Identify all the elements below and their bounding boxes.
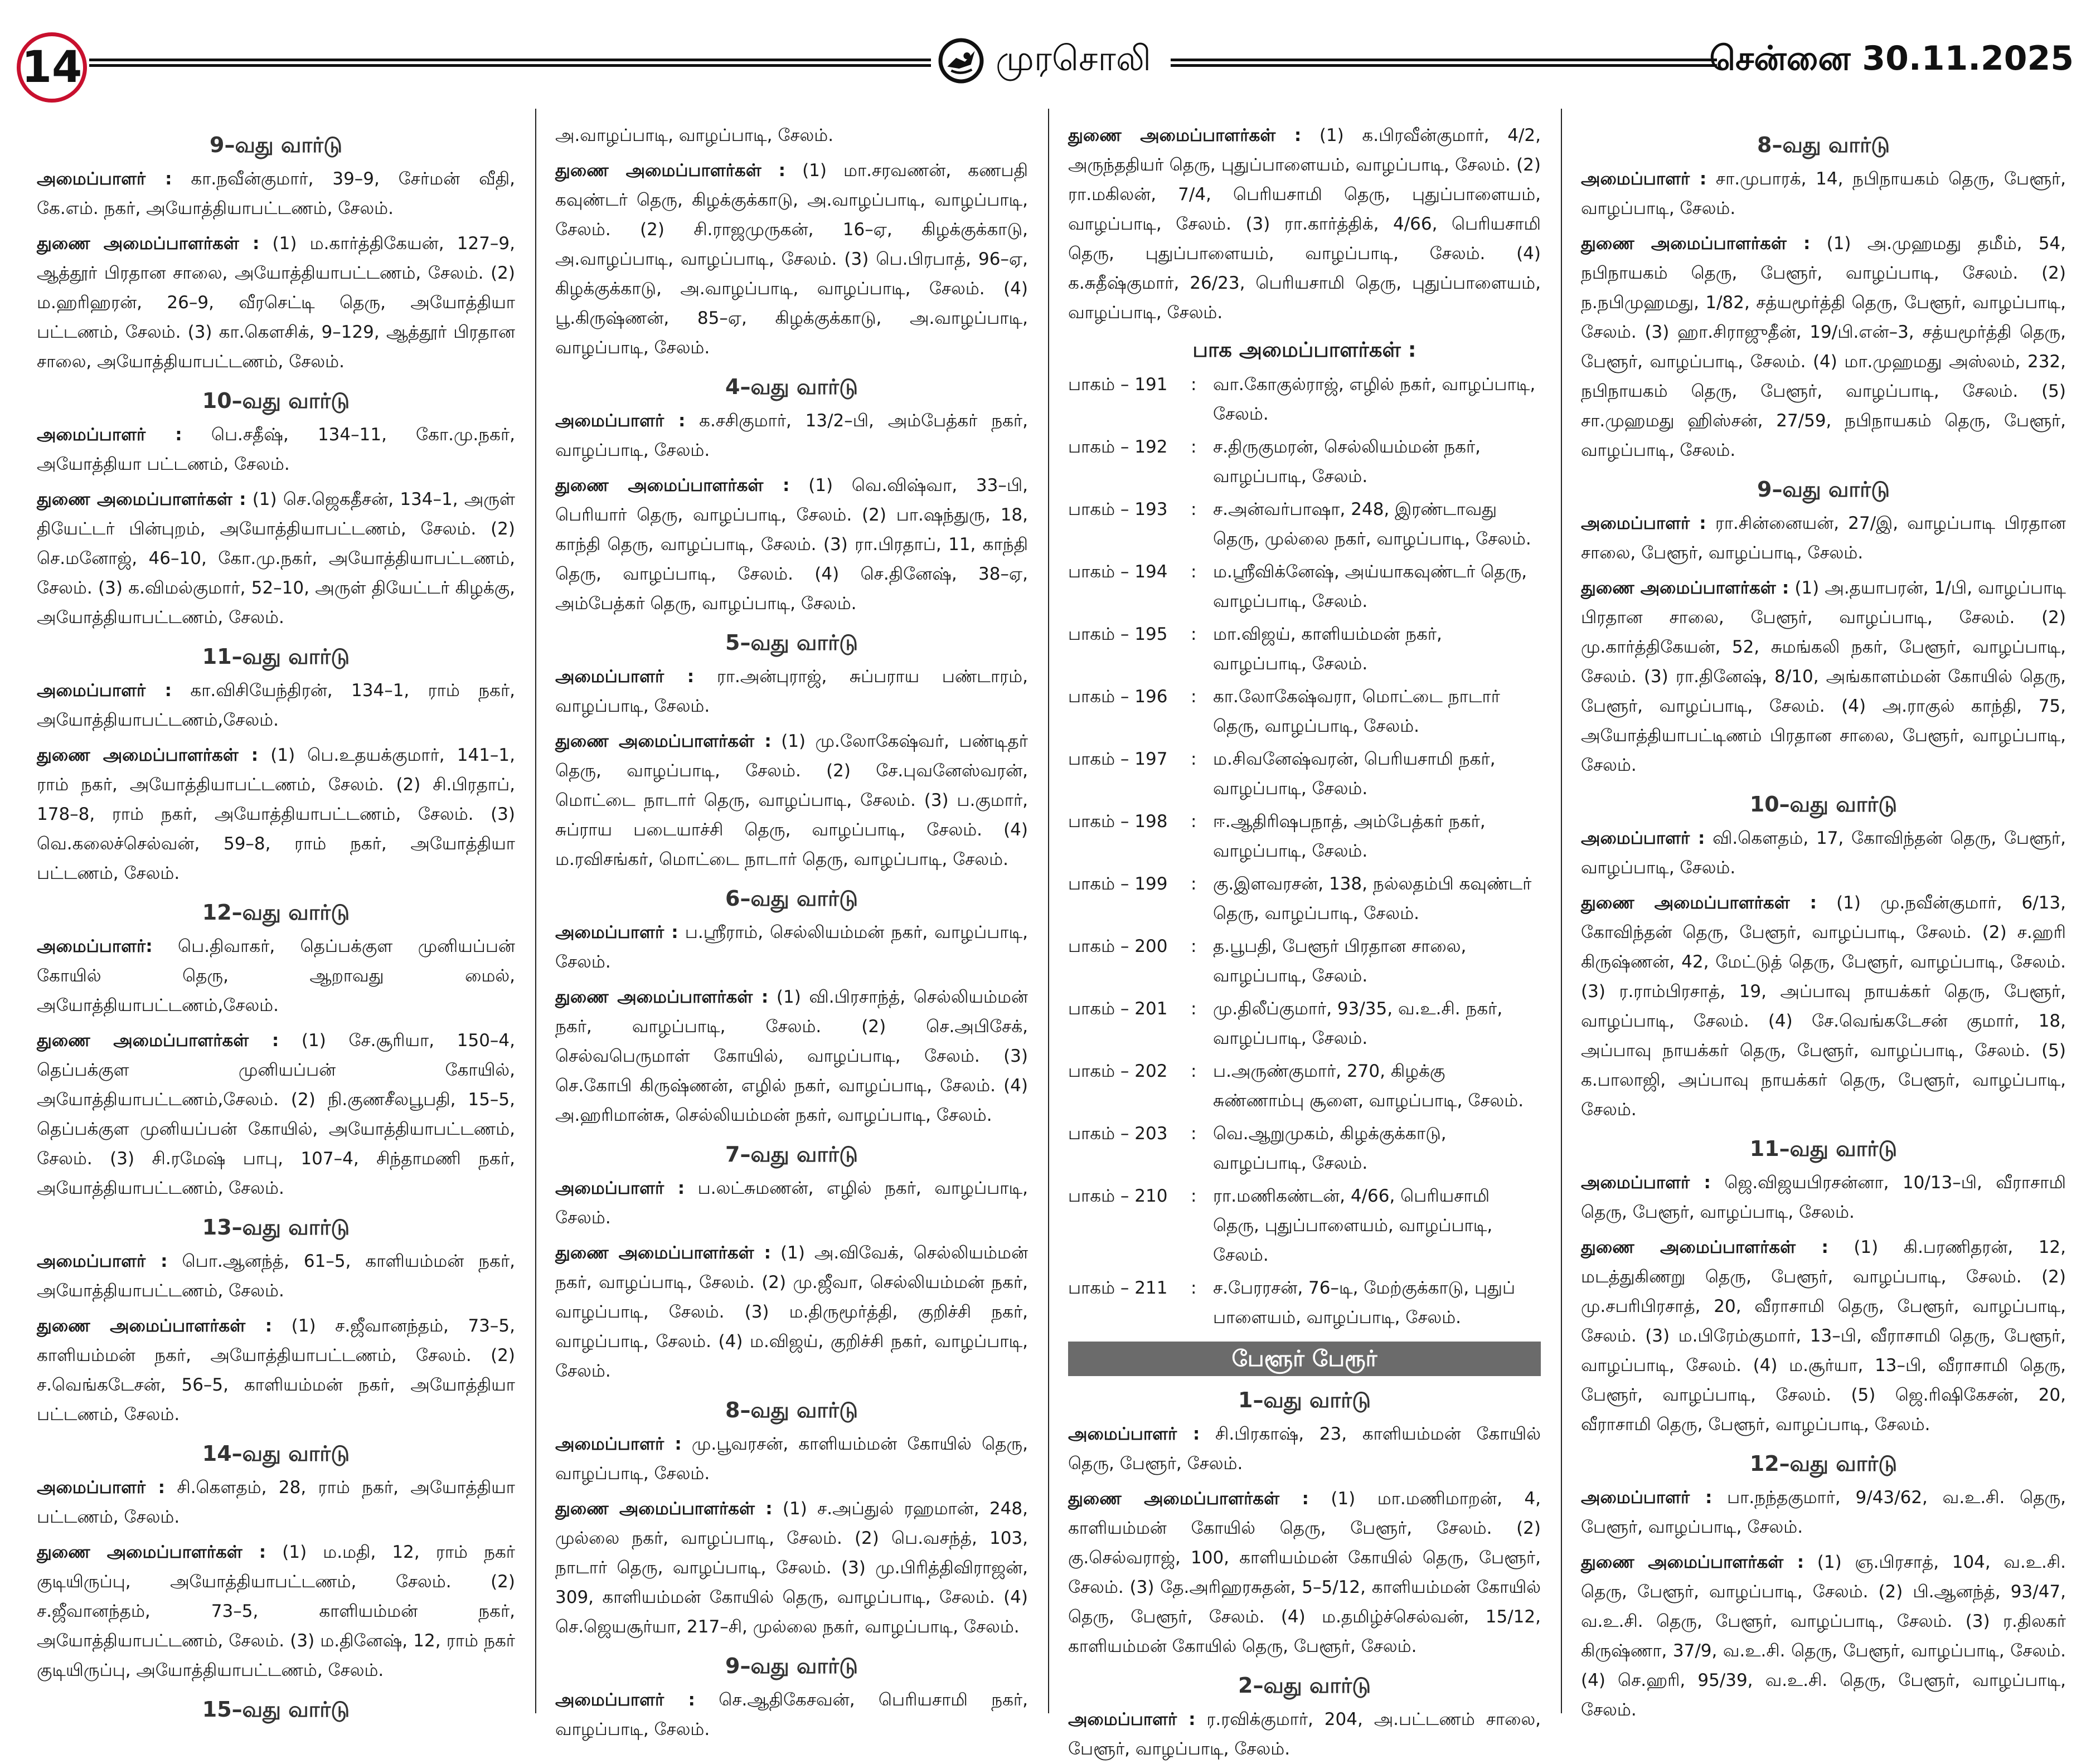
member-details: (1) அ.முஹமது தமீம், 54, நபிநாயகம் தெரு, பேளூர், வாழப்பாடி, சேலம். (2) ந.நபிமுஹமது, 1/82, சத்யமூர்த்தி தெரு, பேளூர், வாழப்பாடி, சேலம். (3) ஹா.சிராஜுதீன், 19/பி.என்–3, சத்யமூர்த்தி தெரு, பேளூர், வாழப்பாடி, சேலம். (4) மா.முஹமது அஸ்லம், 232, நபிநாயகம் தெரு, பேளூர், வாழப்பாடி, சேலம். (5) சா.முஹமது ஹிஸ்சன், 27/59, நபிநாயகம் தெரு, பேளூர், வாழப்பாடி, சேலம். <box>1581 234 2066 460</box>
member-details: (1) மா.சரவணன், கணபதி கவுண்டர் தெரு, கிழக்குக்காடு, அ.வாழப்பாடி, வாழப்பாடி, சேலம். (2) சி.ராஜமுருகன், 16–ஏ, கிழக்குக்காடு, அ.வாழப்பாடி, வாழப்பாடி, சேலம். (3) பெ.பிரபாத், 96–ஏ, கிழக்குக்காடு, அ.வாழப்பாடி, வாழப்பாடி, சேலம். (4) பூ.கிருஷ்ணன், 85–ஏ, கிழக்குக்காடு, அ.வாழப்பாடி, வாழப்பாடி, சேலம். <box>555 161 1029 358</box>
role-label: அமைப்பாளர் : <box>555 1178 685 1198</box>
role-label: துணை அமைப்பாளர்கள் : <box>37 1031 279 1051</box>
member-entry <box>37 1538 515 1685</box>
ward-heading: 10–வது வார்டு <box>1749 792 1898 817</box>
colon-separator: : <box>1191 687 1197 707</box>
colon-separator: : <box>1191 936 1197 956</box>
ward-heading: 9–வது வார்டு <box>725 1654 858 1678</box>
member-entry <box>555 406 1028 465</box>
section-banner: பேளூர் பேரூர் <box>1068 1342 1541 1376</box>
member-details: ஜெ.விஜயபிரசன்னா, 10/13–பி, வீராசாமி தெரு, பேளூர், வாழப்பாடி, சேலம். <box>1581 1173 2066 1222</box>
role-label: துணை அமைப்பாளர்கள் : <box>37 1316 273 1336</box>
role-label: அமைப்பாளர் : <box>37 1478 165 1498</box>
member-entry <box>1068 1420 1541 1479</box>
ward-heading: 8–வது வார்டு <box>1757 133 1890 157</box>
column-1 <box>17 109 535 1722</box>
booth-row <box>1068 557 1541 616</box>
booth-row <box>1068 1119 1541 1178</box>
member-entry <box>555 1174 1028 1233</box>
booth-row <box>1068 620 1541 679</box>
booth-row <box>1068 994 1541 1053</box>
ward-heading: 5–வது வார்டு <box>725 630 858 655</box>
role-label: துணை அமைப்பாளர்கள் : <box>37 1542 266 1562</box>
role-label: துணை அமைப்பாளர்கள் : <box>555 987 769 1007</box>
ward-heading: 12–வது வார்டு <box>1749 1451 1898 1476</box>
booth-row <box>1068 1274 1541 1333</box>
member-entry <box>1581 1483 2066 1542</box>
member-entry <box>1581 574 2066 780</box>
role-label: அமைப்பாளர் : <box>1581 1488 1713 1508</box>
ward-heading: 4–வது வார்டு <box>725 375 858 399</box>
member-entry <box>37 1311 515 1430</box>
booth-organiser: ம.ஸ்ரீவிக்னேஷ், அய்யாகவுண்டர் தெரு, வாழப்பாடி, சேலம். <box>1213 562 1527 611</box>
booth-number: பாகம் – 198 <box>1068 811 1168 832</box>
member-details: (1) வி.பிரசாந்த், செல்லியம்மன் நகர், வாழப்பாடி, சேலம். (2) செ.அபிசேக், செல்வபெருமாள் கோயில், வாழப்பாடி, சேலம். (3) செ.கோபி கிருஷ்ணன், எழில் நகர், வாழப்பாடி, சேலம். (4) அ.ஹரிமான்சு, செல்லியம்மன் நகர், வாழப்பாடி, சேலம். <box>555 987 1028 1125</box>
booth-number: பாகம் – 201 <box>1068 999 1168 1019</box>
member-details: பொ.ஆனந்த், 61–5, காளியம்மன் நகர், அயோத்தியாபட்டணம், சேலம். <box>37 1251 515 1301</box>
paper-logo <box>937 36 1151 85</box>
role-label: அமைப்பாளர் : <box>1581 513 1706 533</box>
column-4 <box>1561 109 2086 1720</box>
section-subheading: பாக அமைப்பாளர்கள் : <box>1192 338 1416 362</box>
member-details: (1) செ.ஜெகதீசன், 134–1, அருள் தியேட்டர் பின்புறம், அயோத்தியாபட்டணம், சேலம். (2) செ.மனோஜ், 46–10, கோ.மு.நகர், அயோத்தியாபட்டணம், சேலம். (3) க.விமல்குமார், 52–10, அருள் தியேட்டர் கிழக்கு, அயோத்தியாபட்டணம், சேலம். <box>37 489 515 628</box>
booth-organiser: வெ.ஆறுமுகம், கிழக்குக்காடு, வாழப்பாடி, சேலம். <box>1213 1124 1447 1173</box>
booth-organiser: மு.திலீப்குமார், 93/35, வ.உ.சி. நகர், வாழப்பாடி, சேலம். <box>1213 999 1503 1048</box>
member-details: க.சசிகுமார், 13/2–பி, அம்பேத்கர் நகர், வாழப்பாடி, சேலம். <box>555 411 1028 460</box>
member-entry <box>1581 164 2066 223</box>
member-details: வி.கௌதம், 17, கோவிந்தன் தெரு, பேளூர், வாழப்பாடி, சேலம். <box>1581 828 2066 878</box>
member-details: ப.ஸ்ரீராம், செல்லியம்மன் நகர், வாழப்பாடி, சேலம். <box>555 922 1028 972</box>
member-details: (1) கி.பரணிதரன், 12, மடத்துகிணறு தெரு, பேளூர், வாழப்பாடி, சேலம். (2) மு.சபரிபிரசாத், 20, வீராசாமி தெரு, பேளூர், வாழப்பாடி, சேலம். (3) ம.பிரேம்குமார், 13–பி, வீராசாமி தெரு, பேளூர், வாழப்பாடி, சேலம். (4) ம.சூர்யா, 13–பி, வீராசாமி தெரு, பேளூர், வாழப்பாடி, சேலம். (5) ஜெ.ரிஷிகேசன், 20, வீராசாமி தெரு, பேளூர், வாழப்பாடி, சேலம். <box>1581 1237 2066 1435</box>
member-entry <box>37 1247 515 1306</box>
member-details: (1) அ.தயாபரன், 1/பி, வாழப்பாடி பிரதான சாலை, பேளூர், வாழப்பாடி, சேலம். (2) மு.கார்த்திகேயன், 52, சுமங்கலி நகர், பேளூர், வாழப்பாடி, சேலம். (3) ரா.தினேஷ், 8/10, அங்காளம்மன் கோயில் தெரு, பேளூர், வாழப்பாடி, சேலம். (4) அ.ராகுல் காந்தி, 75, அயோத்தியாபட்டிணம் பிரதான சாலை, பேளூர், வாழப்பாடி, சேலம். <box>1581 578 2066 775</box>
member-details: (1) ச.அப்துல் ரஹமான், 248, முல்லை நகர், வாழப்பாடி, சேலம். (2) பெ.வசந்த், 103, நாடார் தெரு, வாழப்பாடி, சேலம். (3) மு.பிரித்திவிராஜன், 309, காளியம்மன் கோயில் தெரு, வாழப்பாடி, சேலம். (4) செ.ஜெயசூர்யா, 217–சி, முல்லை நகர், வாழப்பாடி, சேலம். <box>555 1499 1028 1637</box>
role-label: அமைப்பாளர் : <box>555 922 678 942</box>
role-label: துணை அமைப்பாளர்கள் : <box>555 731 772 751</box>
booth-organiser: ம.சிவனேஷ்வரன், பெரியசாமி நகர், வாழப்பாடி, சேலம். <box>1213 749 1496 799</box>
colon-separator: : <box>1191 1061 1197 1081</box>
member-entry <box>1581 509 2066 568</box>
role-label: அமைப்பாளர் : <box>1581 1173 1711 1193</box>
booth-number: பாகம் – 197 <box>1068 749 1168 769</box>
booth-organiser: ரா.மணிகண்டன், 4/66, பெரியசாமி தெரு, புதுப்பாளையம், வாழப்பாடி, சேலம். <box>1213 1186 1493 1265</box>
role-label: துணை அமைப்பாளர்கள் : <box>1581 1552 1804 1572</box>
drum-logo-icon <box>937 36 986 85</box>
role-label: அமைப்பாளர் : <box>37 681 172 701</box>
role-label: அமைப்பாளர் : <box>555 411 686 431</box>
column-2 <box>535 109 1048 1739</box>
colon-separator: : <box>1191 1124 1197 1144</box>
masthead <box>0 0 2086 111</box>
role-label: துணை அமைப்பாளர்கள் : <box>37 489 246 509</box>
paper-name: முரசொலி <box>996 38 1151 79</box>
member-entry <box>1581 888 2066 1125</box>
member-details: ரா.சின்னையன், 27/இ, வாழப்பாடி பிரதான சாலை, பேளூர், வாழப்பாடி, சேலம். <box>1581 513 2066 563</box>
member-entry <box>1581 1168 2066 1227</box>
booth-number: பாகம் – 191 <box>1068 375 1168 395</box>
ward-heading: 1–வது வார்டு <box>1238 1388 1371 1412</box>
ward-heading: 12–வது வார்டு <box>202 900 350 925</box>
member-details: பா.நந்தகுமார், 9/43/62, வ.உ.சி. தெரு, பேளூர், வாழப்பாடி, சேலம். <box>1581 1488 2066 1537</box>
member-details: ர.ரவிக்குமார், 204, அ.பட்டணம் சாலை, பேளூர், வாழப்பாடி, சேலம். <box>1068 1709 1541 1759</box>
role-label: அமைப்பாளர் : <box>1068 1709 1196 1729</box>
booth-row <box>1068 495 1541 554</box>
booth-row <box>1068 869 1541 929</box>
colon-separator: : <box>1191 437 1197 457</box>
role-label: துணை அமைப்பாளர்கள் : <box>1068 125 1302 145</box>
role-label: துணை அமைப்பாளர்கள் : <box>1581 1237 1828 1257</box>
booth-row <box>1068 932 1541 991</box>
booth-organiser: த.பூபதி, பேளூர் பிரதான சாலை, வாழப்பாடி, சேலம். <box>1213 936 1467 986</box>
role-label: துணை அமைப்பாளர்கள் : <box>555 1499 773 1519</box>
member-details: சா.முபாரக், 14, நபிநாயகம் தெரு, பேளூர், வாழப்பாடி, சேலம். <box>1581 169 2066 218</box>
member-details: ப.லட்சுமணன், எழில் நகர், வாழப்பாடி, சேலம். <box>555 1178 1028 1228</box>
dateline: சென்னை 30.11.2025 <box>1709 39 2074 78</box>
member-entry <box>1068 121 1541 328</box>
booth-number: பாகம் – 202 <box>1068 1061 1168 1081</box>
colon-separator: : <box>1191 624 1197 644</box>
member-entry <box>555 1238 1028 1386</box>
booth-row <box>1068 807 1541 866</box>
role-label: அமைப்பாளர் : <box>37 1251 168 1271</box>
member-details: கா.நவீன்குமார், 39–9, சேர்மன் வீதி, கே.எம். நகர், அயோத்தியாபட்டணம், சேலம். <box>37 169 515 218</box>
colon-separator: : <box>1191 749 1197 769</box>
member-entry <box>37 485 515 633</box>
ward-heading: 9–வது வார்டு <box>1757 477 1890 502</box>
role-label: துணை அமைப்பாளர்கள் : <box>1068 1489 1309 1509</box>
booth-row <box>1068 745 1541 804</box>
booth-number: பாகம் – 195 <box>1068 624 1168 644</box>
role-label: துணை அமைப்பாளர்கள் : <box>555 475 790 495</box>
role-label: அமைப்பாளர் : <box>1581 169 1707 189</box>
member-details: (1) அ.விவேக், செல்லியம்மன் நகர், வாழப்பாடி, சேலம். (2) மு.ஜீவா, செல்லியம்மன் நகர், வாழப்பாடி, சேலம். (3) ம.திருமூர்த்தி, குறிச்சி நகர், வாழப்பாடி, சேலம். (4) ம.விஜய், குறிச்சி நகர், வாழப்பாடி, சேலம். <box>555 1243 1028 1381</box>
column-3 <box>1048 109 1561 1759</box>
booth-number: பாகம் – 210 <box>1068 1186 1168 1206</box>
member-entry <box>1581 1548 2066 1725</box>
booth-row <box>1068 433 1541 492</box>
booth-number: பாகம் – 203 <box>1068 1124 1168 1144</box>
member-entry <box>37 1473 515 1532</box>
booth-organiser: மா.விஜய், காளியம்மன் நகர், வாழப்பாடி, சேலம். <box>1213 624 1442 674</box>
member-details: (1) மா.மணிமாறன், 4, காளியம்மன் கோயில் தெரு, பேளூர், சேலம். (2) கு.செல்வராஜ், 100, காளியம்மன் கோயில் தெரு, பேளூர், சேலம். (3) தே.அரிஹரசுதன், 5–5/12, காளியம்மன் கோயில் தெரு, பேளூர், சேலம். (4) ம.தமிழ்ச்செல்வன், 15/12, காளியம்மன் கோயில் தெரு, பேளூர், சேலம். <box>1068 1489 1541 1656</box>
member-entry <box>555 727 1028 874</box>
booth-organiser: ச.திருகுமரன், செல்லியம்மன் நகர், வாழப்பாடி, சேலம். <box>1213 437 1481 487</box>
colon-separator: : <box>1191 999 1197 1019</box>
role-label: துணை அமைப்பாளர்கள் : <box>555 161 786 181</box>
member-details: கா.விசியேந்திரன், 134–1, ராம் நகர், அயோத்தியாபட்டணம்,சேலம். <box>37 681 515 730</box>
role-label: துணை அமைப்பாளர்கள் : <box>555 1243 771 1263</box>
booth-row <box>1068 1182 1541 1270</box>
ward-heading: 7–வது வார்டு <box>725 1142 858 1167</box>
member-entry <box>1068 1705 1541 1764</box>
continued-text: அ.வாழப்பாடி, வாழப்பாடி, சேலம். <box>555 125 834 145</box>
booth-row <box>1068 370 1541 429</box>
ward-heading: 9–வது வார்டு <box>210 133 342 157</box>
booth-number: பாகம் – 196 <box>1068 687 1168 707</box>
member-details: மு.பூவரசன், காளியம்மன் கோயில் தெரு, வாழப்பாடி, சேலம். <box>555 1434 1028 1484</box>
ward-heading: 15–வது வார்டு <box>202 1697 350 1722</box>
member-entry <box>555 1685 1028 1744</box>
colon-separator: : <box>1191 874 1197 894</box>
member-details: சி.பிரகாஷ், 23, காளியம்மன் கோயில் தெரு, பேளூர், சேலம். <box>1068 1424 1541 1474</box>
member-entry <box>37 164 515 223</box>
role-label: துணை அமைப்பாளர்கள் : <box>37 745 259 765</box>
role-label: துணை அமைப்பாளர்கள் : <box>1581 578 1789 598</box>
booth-number: பாகம் – 211 <box>1068 1278 1168 1298</box>
booth-organiser: கா.லோகேஷ்வரா, மொட்டை நாடார் தெரு, வாழப்பாடி, சேலம். <box>1213 687 1500 736</box>
booth-number: பாகம் – 199 <box>1068 874 1168 894</box>
role-label: துணை அமைப்பாளர்கள் : <box>37 234 260 254</box>
colon-separator: : <box>1191 562 1197 582</box>
member-details: (1) சே.சூரியா, 150–4, தெப்பக்குள முனியப்பன் கோயில், அயோத்தியாபட்டணம்,சேலம். (2) நி.குணசீலபூபதி, 15–5, தெப்பக்குள முனியப்பன் கோயில், அயோத்தியாபட்டணம், சேலம். (3) சி.ரமேஷ் பாபு, 107–4, சிந்தாமணி நகர், அயோத்தியாபட்டணம், சேலம். <box>37 1031 515 1198</box>
ward-heading: 11–வது வார்டு <box>202 644 350 669</box>
ward-heading: 13–வது வார்டு <box>202 1215 350 1240</box>
role-label: அமைப்பாளர் : <box>555 1434 682 1454</box>
member-details: (1) ச.ஜீவானந்தம், 73–5, காளியம்மன் நகர், அயோத்தியாபட்டணம், சேலம். (2) ச.வெங்கடேசன், 56–5, காளியம்மன் நகர், அயோத்தியா பட்டணம், சேலம். <box>37 1316 515 1425</box>
booth-organiser: ப.அருண்குமார், 270, கிழக்கு சுண்ணாம்பு சூளை, வாழப்பாடி, சேலம். <box>1213 1061 1524 1111</box>
member-entry <box>1581 824 2066 883</box>
booth-number: பாகம் – 192 <box>1068 437 1168 457</box>
page-number: 14 <box>21 42 83 93</box>
role-label: அமைப்பாளர் : <box>37 425 182 445</box>
member-entry <box>555 662 1028 721</box>
booth-organiser: கு.இளவரசன், 138, நல்லதம்பி கவுண்டர் தெரு, வாழப்பாடி, சேலம். <box>1213 874 1532 924</box>
role-label: அமைப்பாளர் : <box>555 667 695 687</box>
masthead-rule-left <box>89 59 931 67</box>
ward-heading: 10–வது வார்டு <box>202 388 350 413</box>
member-entry <box>555 471 1028 619</box>
booth-organiser: வா.கோகுல்ராஜ், எழில் நகர், வாழப்பாடி, சேலம். <box>1213 375 1536 424</box>
member-details: ரா.அன்புராஜ், சுப்பராய பண்டாரம், வாழப்பாடி, சேலம். <box>555 667 1028 716</box>
booth-number: பாகம் – 194 <box>1068 562 1168 582</box>
member-entry <box>37 741 515 888</box>
member-details: (1) மு.லோகேஷ்வர், பண்டிதர் தெரு, வாழப்பாடி, சேலம். (2) சே.புவனேஸ்வரன், மொட்டை நாடார் தெரு, வாழப்பாடி, சேலம். (3) ப.குமார், சுப்ராய படையாச்சி தெரு, வாழப்பாடி, சேலம். (4) ம.ரவிசங்கர், மொட்டை நாடார் தெரு, வாழப்பாடி, சேலம். <box>555 731 1029 869</box>
member-details: பெ.சதீஷ், 134–11, கோ.மு.நகர், அயோத்தியா பட்டணம், சேலம். <box>37 425 515 474</box>
colon-separator: : <box>1191 499 1197 519</box>
role-label: துணை அமைப்பாளர்கள் : <box>1581 893 1817 913</box>
member-entry <box>37 932 515 1021</box>
ward-heading: 11–வது வார்டு <box>1749 1136 1898 1161</box>
page-body <box>17 109 2086 1759</box>
member-details: (1) ம.மதி, 12, ராம் நகர் குடியிருப்பு, அயோத்தியாபட்டணம், சேலம். (2) ச.ஜீவானந்தம், 73–5, காளியம்மன் நகர், அயோத்தியாபட்டணம், சேலம். (3) ம.தினேஷ், 12, ராம் நகர் குடியிருப்பு, அயோத்தியாபட்டணம், சேலம். <box>37 1542 515 1680</box>
booth-organiser: ச.பேரரசன், 76–டி, மேற்குக்காடு, புதுப் பாளையம், வாழப்பாடி, சேலம். <box>1213 1278 1516 1328</box>
colon-separator: : <box>1191 1278 1197 1298</box>
member-entry <box>1068 1484 1541 1661</box>
member-entry <box>37 1026 515 1203</box>
member-entry <box>37 229 515 377</box>
member-details: (1) மு.நவீன்குமார், 6/13, கோவிந்தன் தெரு, பேளூர், வாழப்பாடி, சேலம். (2) ச.ஹரி கிருஷ்ணன், 42, மேட்டுத் தெரு, பேளூர், வாழப்பாடி, சேலம். (3) ர.ராம்பிரசாத், 19, அப்பாவு நாயக்கர் தெரு, பேளூர், வாழப்பாடி, சேலம். (4) சே.வெங்கடேசன் குமார், 18, அப்பாவு நாயக்கர் தெரு, பேளூர், வாழப்பாடி, சேலம். (5) க.பாலாஜி, அப்பாவு நாயக்கர் தெரு, பேளூர், வாழப்பாடி, சேலம். <box>1581 893 2066 1120</box>
ward-heading: 2–வது வார்டு <box>1238 1673 1371 1698</box>
booth-row <box>1068 682 1541 741</box>
role-label: அமைப்பாளர் : <box>1581 828 1705 848</box>
member-entry <box>555 156 1028 363</box>
booth-number: பாகம் – 193 <box>1068 499 1168 519</box>
member-entry <box>555 983 1028 1130</box>
member-details: சி.கௌதம், 28, ராம் நகர், அயோத்தியா பட்டணம், சேலம். <box>37 1478 515 1527</box>
member-entry <box>1581 1233 2066 1440</box>
role-label: அமைப்பாளர்: <box>37 936 153 956</box>
member-entry <box>555 1494 1028 1642</box>
ward-heading: 8–வது வார்டு <box>725 1398 858 1422</box>
member-entry <box>37 676 515 735</box>
role-label: அமைப்பாளர் : <box>1068 1424 1200 1444</box>
booth-number: பாகம் – 200 <box>1068 936 1168 956</box>
member-details: செ.ஆதிகேசவன், பெரியசாமி நகர், வாழப்பாடி, சேலம். <box>555 1690 1028 1739</box>
role-label: அமைப்பாளர் : <box>37 169 172 189</box>
member-entry <box>37 420 515 479</box>
booth-row <box>1068 1057 1541 1116</box>
role-label: துணை அமைப்பாளர்கள் : <box>1581 234 1811 254</box>
member-details: (1) ம.கார்த்திகேயன், 127–9, ஆத்தூர் பிரதான சாலை, அயோத்தியாபட்டணம், சேலம். (2) ம.ஹரிஹரன், 26–9, வீரசெட்டி தெரு, அயோத்தியா பட்டணம், சேலம். (3) கா.கௌசிக், 9–129, ஆத்தூர் பிரதான சாலை, அயோத்தியாபட்டணம், சேலம். <box>37 234 515 372</box>
ward-heading: 14–வது வார்டு <box>202 1441 350 1466</box>
ward-heading: 6–வது வார்டு <box>725 886 858 911</box>
member-details: (1) வெ.விஷ்வா, 33–பி, பெரியார் தெரு, வாழப்பாடி, சேலம். (2) பா.ஷந்துரு, 18, காந்தி தெரு, வாழப்பாடி, சேலம். (3) ரா.பிரதாப், 11, காந்தி தெரு, வாழப்பாடி, சேலம். (4) செ.தினேஷ், 38–ஏ, அம்பேத்கர் தெரு, வாழப்பாடி, சேலம். <box>555 475 1028 614</box>
member-details: (1) ஞ.பிரசாத், 104, வ.உ.சி. தெரு, பேளூர், வாழப்பாடி, சேலம். (2) பி.ஆனந்த், 93/47, வ.உ.சி. தெரு, பேளூர், வாழப்பாடி, சேலம். (3) ர.திலகர் கிருஷ்ணா, 37/9, வ.உ.சி. தெரு, பேளூர், வாழப்பாடி, சேலம். (4) செ.ஹரி, 95/39, வ.உ.சி. தெரு, பேளூர், வாழப்பாடி, சேலம். <box>1581 1552 2066 1720</box>
member-details: (1) க.பிரவீன்குமார், 4/2, அருந்ததியர் தெரு, புதுப்பாளையம், வாழப்பாடி, சேலம். (2) ரா.மகிலன், 7/4, பெரியசாமி தெரு, புதுப்பாளையம், வாழப்பாடி, சேலம். (3) ரா.கார்த்திக், 4/66, பெரியசாமி தெரு, புதுப்பாளையம், வாழப்பாடி, சேலம். (4) க.சுதீஷ்குமார், 26/23, பெரியசாமி தெரு, புதுப்பாளையம், வாழப்பாடி, சேலம். <box>1068 125 1541 323</box>
member-entry <box>555 918 1028 977</box>
member-entry <box>555 1430 1028 1489</box>
member-details: (1) பெ.உதயக்குமார், 141–1, ராம் நகர், அயோத்தியாபட்டணம், சேலம். (2) சி.பிரதாப், 178–8, ராம் நகர், அயோத்தியாபட்டணம், சேலம். (3) வெ.கலைச்செல்வன், 59–8, ராம் நகர், அயோத்தியா பட்டணம், சேலம். <box>37 745 515 883</box>
page-number-badge <box>17 32 87 103</box>
booth-organiser: ச.அன்வர்பாஷா, 248, இரண்டாவது தெரு, முல்லை நகர், வாழப்பாடி, சேலம். <box>1213 499 1531 549</box>
member-details: பெ.திவாகர், தெப்பக்குள முனியப்பன் கோயில் தெரு, ஆறாவது மைல், அயோத்தியாபட்டணம்,சேலம். <box>37 936 515 1015</box>
colon-separator: : <box>1191 375 1197 395</box>
masthead-rule-right <box>1171 59 1717 67</box>
colon-separator: : <box>1191 1186 1197 1206</box>
role-label: அமைப்பாளர் : <box>555 1690 695 1710</box>
booth-organiser: ஈ.ஆதிரிஷபநாத், அம்பேத்கர் நகர், வாழப்பாடி, சேலம். <box>1213 811 1486 861</box>
colon-separator: : <box>1191 811 1197 832</box>
member-entry <box>1581 229 2066 465</box>
